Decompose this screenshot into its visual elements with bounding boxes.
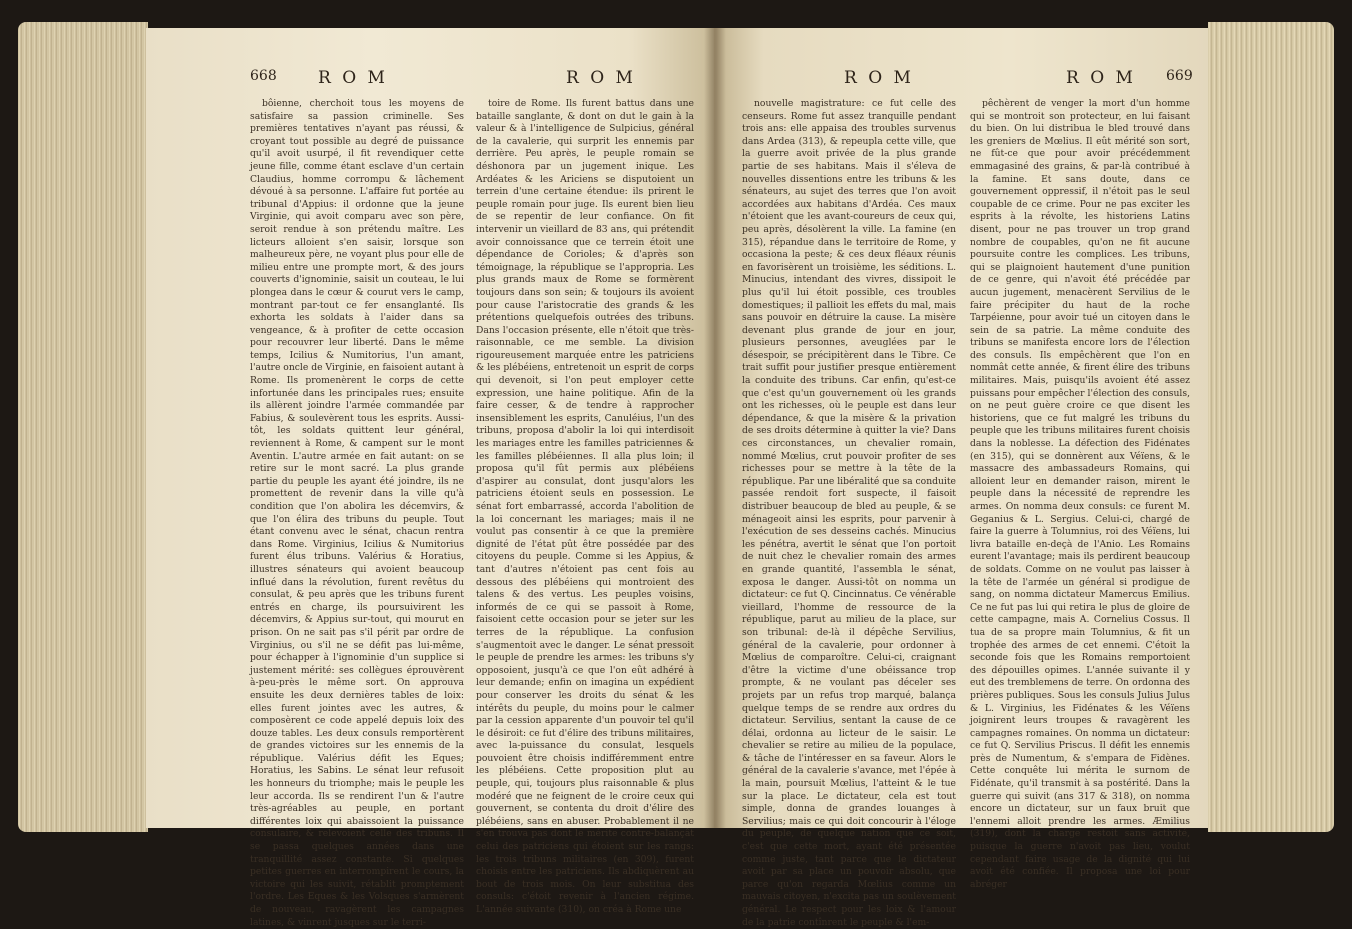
- text-column-left-1: [250, 98, 464, 929]
- text-column-right-2: [970, 98, 1190, 891]
- page-number-right: 669: [1166, 68, 1193, 84]
- text-column-right-1: [742, 98, 956, 929]
- left-page: [146, 28, 714, 928]
- page-number-left: 668: [250, 68, 277, 84]
- paragraph: pêchèrent de venger la mort d'un homme qui se montroit son protecteur, en lui faisant du bien. On lui distribua le bled trouvé dans les greniers de Mœlius. Il eût mérité son sort, ne fût-ce que pour avoir précédemment emmagasiné des grains, & par-là contribué à la famine. Et sans doute, dans ce gouvernement oppressif, il n'étoit pas le seul coupable de ce crime. Pour ne pas exciter les esprits à la révolte, les historiens Latins disent, pour ne pas trouver un trop grand nombre de coupables, qu'on ne fit aucune poursuite contre les complices. Les tribuns, qui se plaignoient hautement d'une punition de ce genre, qui n'avoit été précédée par aucun jugement, menacèrent Servilius de le faire précipiter du haut de la roche Tarpéienne, pour avoir tué un citoyen dans le sein de sa patrie. La même conduite des tribuns se manifesta encore lors de l'élection des consuls. Ils empêchèrent que l'on en nommât cette année, & firent élire des tribuns militaires. Mais, puisqu'ils avoient été assez puissans pour empêcher l'élection des consuls, on ne peut guère croire ce que disent les historiens, que ce fut malgré les tribuns du peuple que les tribuns militaires furent choisis dans la noblesse. La défection des Fidénates (en 315), qui se donnèrent aux Véïens, & le massacre des ambassadeurs Romains, qui alloient leur en demander raison, mirent le peuple dans la nécessité de reprendre les armes. On nomma deux consuls: ce furent M. Geganius & L. Sergius. Celui-ci, chargé de faire la guerre à Tolumnius, roi des Véïens, lui livra bataille en-deçà de l'Anio. Les Romains eurent l'avantage; mais ils perdirent beaucoup de soldats. Comme on ne voulut pas laisser à la tête de l'armée un général si prodigue de sang, on nomma dictateur Mamercus Emilius. Ce ne fut pas lui qui retira le plus de gloire de cette campagne, mais A. Cornelius Cossus. Il tua de sa propre main Tolumnius, & fit un trophée des armes de cet ennemi. C'étoit la seconde fois que les Romains remportoient des dépouilles opimes. L'année suivante il y eut des tremblemens de terre. On ordonna des prières publiques. Sous les consuls Julius Julus & L. Virginius, les Fidénates & les Véïens joignirent leurs troupes & ravagèrent les campagnes romaines. On nomma un dictateur: ce fut Q. Servilius Priscus. Il défit les ennemis près de Numentum, & s'empara de Fidènes. Cette conquête lui mérita le surnom de Fidénate, qu'il transmit à sa postérité. Dans la guerre qui suivit (ans 317 & 318), on nomma encore un dictateur, sur un faux bruit que l'ennemi alloit prendre les armes. Æmilius (319), dont la charge restoit sans activité, puisque la guerre n'avoit pas lieu, voulut cependant faire usage de la dignité qui lui avoit été confiée. Il proposa une loi pour abréger: [970, 98, 1190, 890]
- paragraph: nouvelle magistrature: ce fut celle des censeurs. Rome fut assez tranquille pendant trois ans: elle appaisa des troubles survenus dans Ardea (313), & repeupla cette ville, que la guerre avoit privée de la plus grande partie de ses habitans. Mais il s'éleva de nouvelles dissentions entre les tribuns & les sénateurs, au sujet des terres que l'on avoit accordées aux habitans d'Ardéa. Ces maux n'étoient que les avant-coureurs de ceux qui, peu après, désolèrent la ville. La famine (en 315), répandue dans le territoire de Rome, y occasiona la peste; & ces deux fléaux réunis en favorisèrent un troisième, les séditions. L. Minucius, intendant des vivres, dissipoit le plus qu'il lui étoit possible, ces troubles domestiques; il pallioit les effets du mal, mais sans pouvoir en détruire la cause. La misère devenant plus grande de jour en jour, plusieurs personnes, aveuglées par le désespoir, se précipitèrent dans le Tibre. Ce trait suffit pour justifier presque entièrement la conduite des tribuns. Car enfin, qu'est-ce que c'est qu'un gouvernement où les grands ont les richesses, où le peuple est dans leur dépendance, & que la misère & la privation de ses droits détermine à quitter la vie? Dans ces circonstances, un chevalier romain, nommé Mœlius, crut pouvoir profiter de ses richesses pour se mettre à la tête de la république. Par une libéralité que sa conduite passée rendoit fort suspecte, il faisoit distribuer beaucoup de bled au peuple, & se ménageoit ainsi les esprits, pour parvenir à l'exécution de ses desseins cachés. Minucius les pénétra, avertit le sénat que l'on portoit de nuit chez le chevalier romain des armes en grande quantité, l'assembla le sénat, exposa le danger. Aussi-tôt on nomma un dictateur: ce fut Q. Cincinnatus. Ce vénérable vieillard, l'homme de ressource de la république, parut au milieu de la place, sur son tribunal: de-là il dépêche Servilius, général de la cavalerie, pour ordonner à Mœlius de comparoître. Celui-ci, craignant d'être la victime d'une obéissance trop prompte, & ne voulant pas déceler ses projets par un refus trop marqué, balança quelque temps de se rendre aux ordres du dictateur. Servilius, sentant la cause de ce délai, ordonna au licteur de le saisir. Le chevalier se retire au milieu de la populace, & tâche de l'intéresser en sa faveur. Alors le général de la cavalerie s'avance, met l'épée à la main, poursuit Mœlius, l'atteint & le tue sur la place. Le dictateur, cela est tout simple, donna de grandes louanges à Servilius; mais ce qui doit concourir à l'éloge du peuple, de quelque nation que ce soit, c'est que cette mort, ayant été présentée comme juste, tant parce que le dictateur avoit par sa place un pouvoir absolu, que parce qu'on regarda Mœlius comme un mauvais citoyen, n'excita pas un soulèvement général. Le respect pour les loix & l'amour de la patrie contînrent le peuple & l'em-: [742, 98, 956, 928]
- paragraph: bôienne, cherchoit tous les moyens de satisfaire sa passion criminelle. Ses premières tentatives n'ayant pas réussi, & croyant tout possible au degré de puissance qu'il avoit usurpé, il fit revendiquer cette jeune fille, comme étant esclave d'un certain Claudius, homme corrompu & lâchement dévoué à sa personne. L'affaire fut portée au tribunal d'Appius: il ordonne que la jeune Virginie, qui avoit comparu avec son père, seroit rendue à son prétendu maître. Les licteurs alloient s'en saisir, lorsque son malheureux père, ne voyant plus pour elle de milieu entre une prompte mort, & des jours couverts d'ignominie, saisit un couteau, le lui plongea dans le cœur & courut vers le camp, montrant par-tout ce fer ensanglanté. Ils exhorta les soldats à l'aider dans sa vengeance, & à profiter de cette occasion pour recouvrer leur liberté. Dans le même temps, Icilius & Numitorius, l'un amant, l'autre oncle de Virginie, en faisoient autant à Rome. Ils promenèrent le corps de cette infortunée dans les principales rues; ensuite ils allèrent joindre l'armée commandée par Fabius, & soulevèrent tous les esprits. Aussi-tôt, les soldats quittent leur général, reviennent à Rome, & campent sur le mont Aventin. L'autre armée en fait autant: on se retire sur le mont sacré. La plus grande partie du peuple les ayant été joindre, ils ne promettent de revenir dans la ville qu'à condition que l'on abolira les décemvirs, & que l'on élira des tribuns du peuple. Tout étant convenu avec le sénat, chacun rentra dans Rome. Virginius, Icilius & Numitorius furent élus tribuns. Valérius & Horatius, illustres sénateurs qui avoient beaucoup influé dans la révolution, furent revêtus du consulat, & peu après que les tribuns furent entrés en charge, ils poursuivirent les décemvirs, & Appius sur-tout, qui mourut en prison. On ne sait pas s'il périt par ordre de Virginius, ou s'il ne se défit pas lui-même, pour échapper à l'ignominie d'un supplice si justement mérité: ses collègues éprouvèrent à-peu-près le même sort. On approuva ensuite les deux dernières tables de loix: elles furent jointes avec les autres, & composèrent ce code appelé depuis loix des douze tables. Les deux consuls remportèrent de grandes victoires sur les ennemis de la république. Valérius défit les Eques; Horatius, les Sabins. Le sénat leur refusoit les honneurs du triomphe; mais le peuple les leur accorda. Ils se rendirent l'un & l'autre très-agréables au peuple, en portant différentes loix qui abaissoient la puissance consulaire, & relevoient celle des tribuns. Il se passa quelques années dans une tranquillité assez constante. Si quelques petites guerres en interrompirent le cours, la victoire qui les suivit, rétablit promptement l'ordre. Les Eques & les Volsques s'armèrent de nouveau, ravagèrent les campagnes latines, & vinrent jusques sur le terri-: [250, 98, 464, 928]
- running-head-right-col1: R O M: [844, 68, 914, 88]
- paragraph: toire de Rome. Ils furent battus dans une bataille sanglante, & dont on dut le gain à la valeur & à l'intelligence de Sulpicius, général de la cavalerie, qui surprit les ennemis par derrière. Peu après, le peuple romain se déshonora par un jugement inique. Les Ardéates & les Ariciens se disputoient un terrein d'une certaine étendue: ils prirent le peuple romain pour juge. Ils eurent bien lieu de se repentir de leur confiance. On fit intervenir un vieillard de 83 ans, qui prétendit avoir connoissance que ce terrein étoit une dépendance de Corioles; & d'après son témoignage, la république se l'appropria. Les plus grands maux de Rome se formèrent toujours dans son sein; & toujours ils avoient pour cause l'aristocratie des grands & les prétentions quelquefois outrées des tribuns. Dans l'occasion présente, elle n'étoit que très-raisonnable, ce me semble. La division rigoureusement marquée entre les patriciens & les plébéiens, entretenoit un esprit de corps qui devenoit, si l'on peut employer cette expression, une haine politique. Afin de la faire cesser, & de tendre à rapprocher insensiblement les esprits, Canuléius, l'un des tribuns, proposa d'abolir la loi qui interdisoit les mariages entre les familles patriciennes & les familles plébéiennes. Il alla plus loin; il proposa qu'il fût permis aux plébéiens d'aspirer au consulat, dont jusqu'alors les patriciens étoient seuls en possession. Le sénat fort embarrassé, accorda l'abolition de la loi concernant les mariages; mais il ne voulut pas consentir à ce que la première dignité de l'état pût être possédée par des citoyens du peuple. Comme si les Appius, & tant d'autres n'étoient pas cent fois au dessous des plébéiens qui montroient des talens & des vertus. Les peuples voisins, informés de ce qui se passoit à Rome, faisoient cette occasion pour se jeter sur les terres de la république. La confusion s'augmentoit avec le danger. Le sénat pressoit le peuple de prendre les armes: les tribuns s'y opposoient, jusqu'à ce que l'on eût adhéré à leur demande; enfin on imagina un expédient pour conserver les droits du sénat & les intérêts du peuple, du moins pour le calmer par la cession apparente d'un pouvoir tel qu'il le désiroit: ce fut d'élire des tribuns militaires, avec la-puissance du consulat, lesquels pouvoient être choisis indifféremment entre les plébéiens. Cette proposition plut au peuple, qui, toujours plus raisonnable & plus modéré que ne feignent de le croire ceux qui gouvernent, se contenta du droit d'élire des plébéiens, sans en abuser. Probablement il ne s'en trouva pas dont le mérite contre-balançât celui des patriciens qui étoient sur les rangs: les trois tribuns militaires (en 309), furent choisis entre les patriciens. Ils abdiquèrent au bout de trois mois. On leur substitua des consuls: c'étoit revenir à l'ancien régime. L'année suivante (310), on créa à Rome une: [476, 98, 694, 915]
- book-page-edges-left: [18, 22, 148, 832]
- text-column-left-2: [476, 98, 694, 917]
- book-page-edges-right: [1208, 22, 1334, 832]
- running-head-left-col2: R O M: [566, 68, 636, 88]
- running-head-left-col1: R O M: [318, 68, 388, 88]
- running-head-right-col2: R O M: [1066, 68, 1136, 88]
- right-page: [714, 28, 1208, 928]
- book-gutter: [704, 28, 726, 828]
